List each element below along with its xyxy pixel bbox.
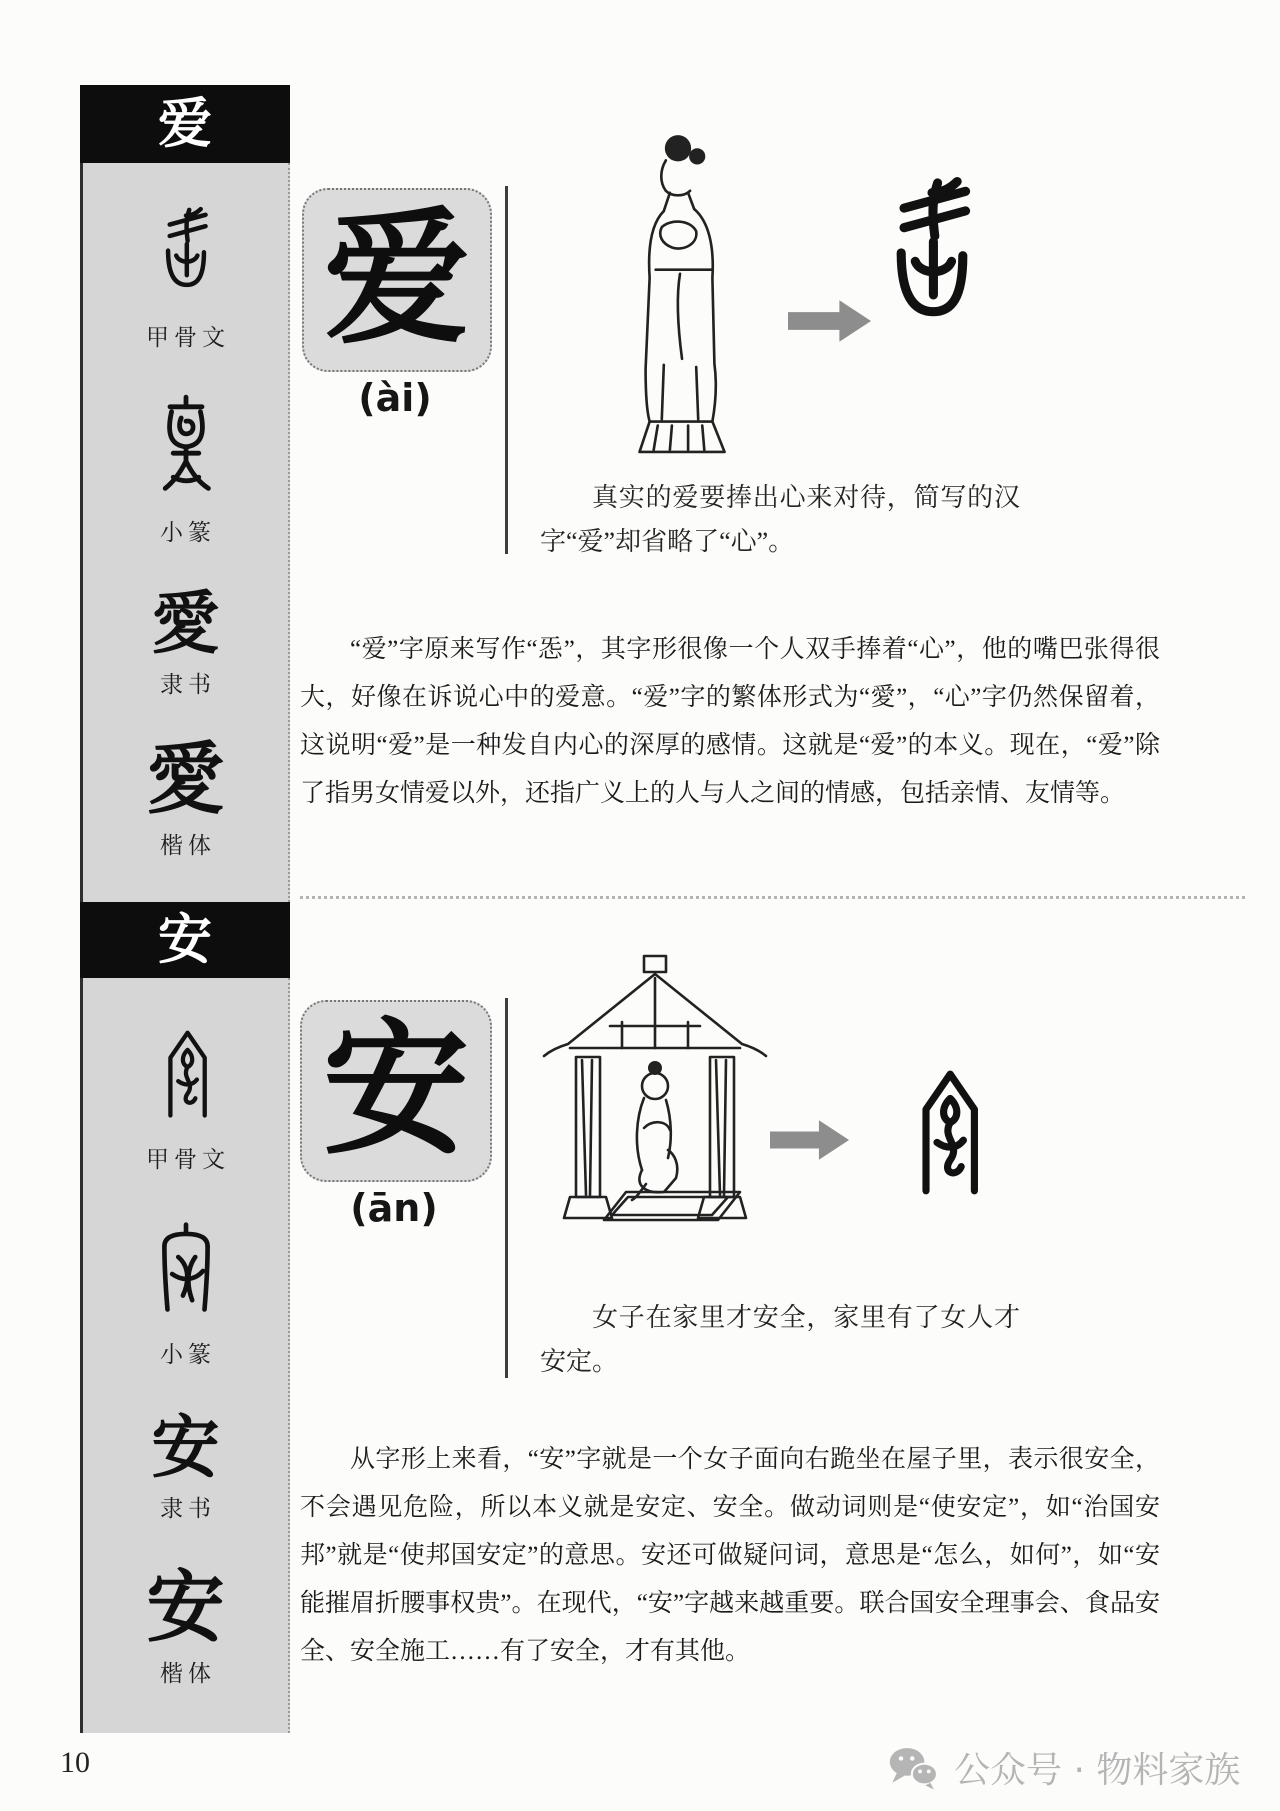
- script-label: 楷体: [159, 1660, 216, 1686]
- oracle-bone-glyph-ai-icon: [145, 205, 227, 311]
- vertical-divider: [505, 998, 508, 1378]
- entry-character: 爱: [324, 199, 470, 361]
- script-label: 小篆: [160, 1341, 216, 1367]
- clerical-glyph-an: 安: [151, 1410, 220, 1487]
- script-label: 隶书: [159, 671, 216, 697]
- script-entry: [146, 1563, 225, 1688]
- sidebar-panel-an: [80, 978, 290, 1733]
- illustration-caption: 真实的爱要捧出心来对待，简写的汉字“爱”却省略了“心”。: [540, 483, 1020, 556]
- kai-glyph-ai: 愛: [146, 735, 225, 823]
- entry-paragraph: “爱”字原来写作“㤅”，其字形很像一个人双手捧着“心”，他的嘴巴张得很大，好像在诉说心中的爱意。“爱”字的繁体形式为“愛”，“心”字仍然保留着，这说明“爱”是一种发自内心的深厚的感情。这就是“爱”的本义。现在，“爱”除了指男女情爱以外，还指广义上的人与人之间的情感，包括亲情、友情等。: [300, 636, 1160, 807]
- watermark-text: 公众号 · 物料家族: [954, 1750, 1241, 1791]
- small-seal-glyph-an-icon: [147, 1220, 225, 1328]
- script-entry: [151, 585, 220, 699]
- sidebar-header-char-an: 安: [158, 910, 212, 970]
- ancient-form-glyph-ai: [862, 168, 1002, 363]
- kai-glyph-an: 安: [146, 1563, 225, 1651]
- ancient-form-glyph-an: [893, 1038, 1003, 1238]
- small-seal-glyph-ai-icon: [146, 394, 226, 506]
- wechat-icon: [888, 1745, 940, 1791]
- oracle-bone-glyph-an-icon: [147, 1023, 225, 1133]
- section-divider: [300, 896, 1245, 899]
- sidebar-header-an: [80, 902, 290, 978]
- entry-char-box: [300, 1000, 492, 1182]
- script-entry: [146, 394, 226, 547]
- arrow-right-icon: [770, 1118, 850, 1162]
- page-number: 10: [60, 1746, 90, 1779]
- script-entry: [141, 1023, 230, 1174]
- entry-char-box: [302, 188, 492, 372]
- script-label: 隶书: [159, 1496, 216, 1522]
- script-label: 小篆: [160, 520, 216, 546]
- clerical-glyph-ai: 愛: [151, 585, 220, 662]
- entry-character: 安: [323, 1010, 469, 1172]
- sidebar-panel-ai: [80, 163, 290, 902]
- illustration-caption: 女子在家里才安全，家里有了女人才安定。: [540, 1303, 1020, 1376]
- illustration-woman-holding-heart: [595, 126, 765, 460]
- script-label: 甲骨文: [146, 325, 230, 351]
- script-label: 甲骨文: [146, 1147, 230, 1173]
- sidebar: [80, 85, 290, 1733]
- illustration-woman-in-house: [540, 952, 770, 1252]
- pinyin-label: (ài): [358, 376, 432, 420]
- pinyin-label: (ān): [350, 1186, 438, 1230]
- script-entry: [147, 1220, 225, 1369]
- vertical-divider: [505, 186, 508, 554]
- watermark: [888, 1742, 1240, 1793]
- arrow-right-icon: [788, 298, 872, 344]
- script-entry: [146, 735, 225, 860]
- script-entry: [141, 205, 230, 352]
- sidebar-header-char-ai: 爱: [158, 94, 212, 154]
- script-entry: [151, 1410, 220, 1523]
- sidebar-header-ai: [80, 85, 290, 163]
- script-label: 楷体: [159, 832, 216, 858]
- entry-paragraph: 从字形上来看，“安”字就是一个女子面向右跪坐在屋子里，表示很安全，不会遇见危险，所以本义就是安定、安全。做动词则是“使安定”，如“治国安邦”就是“使邦国安定”的意思。安还可做疑问词，意思是“怎么，如何”，如“安能摧眉折腰事权贵”。在现代，“安”字越来越重要。联合国安全理事会、食品安全、安全施工……有了安全，才有其他。: [300, 1446, 1160, 1665]
